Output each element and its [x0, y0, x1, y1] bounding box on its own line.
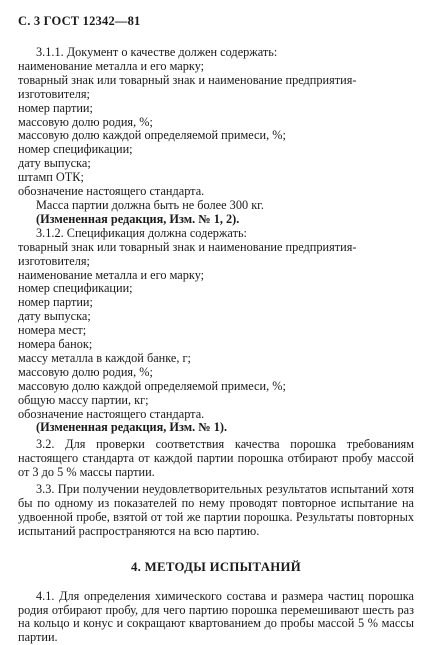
text-line: массовую долю родия, %;: [18, 364, 153, 379]
text-line: дату выпуска;: [18, 156, 91, 171]
text-line: наименование металла и его марку;: [18, 267, 205, 282]
text-line: обозначение настоящего стандарта.: [18, 406, 205, 421]
text-line: дату выпуска;: [18, 309, 91, 324]
text-line: изготовителя;: [18, 86, 90, 101]
text-line: 3.1.1. Документ о качестве должен содержать:: [36, 45, 278, 59]
text-line: (Измененная редакция, Изм. № 1).: [36, 420, 228, 435]
text-line: номер спецификации;: [18, 281, 133, 296]
paragraph-text: 3.3. При получении неудовлетворительных результатов испытаний хотя бы по одному из показателей по нему проводят повторное испытание на удвоенной пробе, взятой от той же партии порошка. Результаты повторных испытаний распространяются на всю партию.: [18, 482, 414, 538]
text-line: наименование металла и его марку;: [18, 58, 205, 73]
text-line: номер спецификации;: [18, 142, 133, 157]
paragraph-block-methods: [18, 590, 414, 645]
paragraph: [18, 590, 414, 645]
text-line: номер партии;: [18, 295, 93, 310]
text-line: массовую долю родия, %;: [18, 114, 153, 129]
document-body: [18, 46, 414, 645]
text-line: Масса партии должна быть не более 300 кг.: [36, 197, 264, 212]
text-line: массу металла в каждой банке, г;: [18, 350, 191, 365]
text-line: массовую долю каждой определяемой примеси, %;: [18, 378, 286, 393]
paragraph-text: 4.1. Для определения химического состава и размера частиц порошка родия отбирают пробу, для чего партию порошка перемешивают шесть раз на кольцо и конус и сокращают квартованием до пробы массой 5 % массы партии.: [18, 588, 414, 645]
text-line: товарный знак или товарный знак и наименование предприятия-: [18, 239, 357, 254]
page-header: С. 3 ГОСТ 12342—81: [18, 14, 141, 28]
paragraph-block: [18, 438, 414, 538]
text-line: обозначение настоящего стандарта.: [18, 184, 205, 199]
list-block: [18, 46, 414, 435]
text-line: (Измененная редакция, Изм. № 1, 2).: [36, 211, 240, 226]
text-line: номера банок;: [18, 337, 93, 352]
section-title: 4. МЕТОДЫ ИСПЫТАНИЙ: [130, 559, 302, 574]
paragraph: [18, 483, 414, 539]
text-line: массовую долю каждой определяемой примеси, %;: [18, 128, 286, 143]
text-line: изготовителя;: [18, 253, 90, 268]
text-line: товарный знак или товарный знак и наименование предприятия-: [18, 72, 357, 87]
text-line: номера мест;: [18, 323, 87, 338]
paragraph-text: 3.2. Для проверки соответствия качества порошка требованиям настоящего стандарта от каждой партии порошка отбирают пробу массой от 3 до 5 % массы партии.: [18, 437, 414, 480]
text-line: номер партии;: [18, 100, 93, 115]
text-line: 3.1.2. Спецификация должна содержать:: [36, 225, 247, 240]
text-line: общую массу партии, кг;: [18, 392, 149, 407]
paragraph: [18, 438, 414, 480]
text-line: штамп ОТК;: [18, 170, 84, 185]
